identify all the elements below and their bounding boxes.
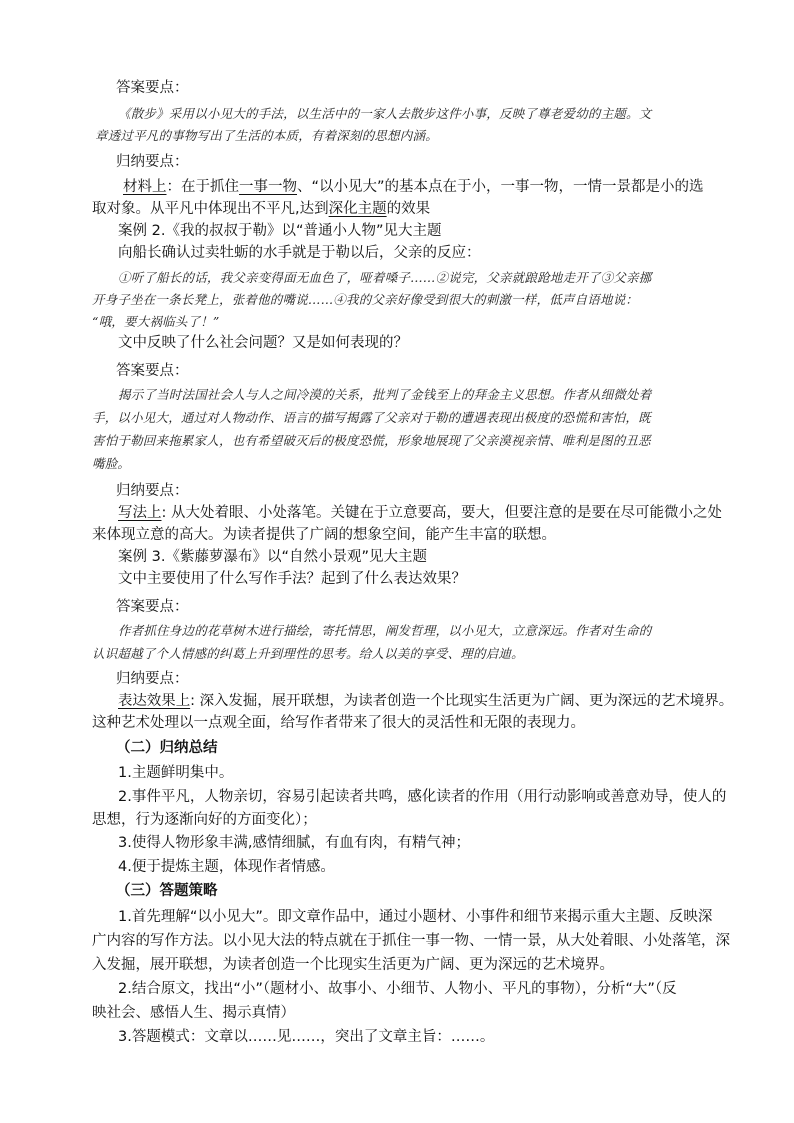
summary-text-part: : 从大处着眼、小处落笔。关键在于立意要高，要大，但要注意的是要在尽可能微小之处: [161, 505, 722, 521]
answer-text: 揭示了当时法国社会人与人之间冷漠的关系，批判了金钱至上的拜金主义思想。作者从细微处着: [118, 387, 652, 402]
list-item: 2.结合原文，找出“小”（题材小、故事小、小细节、人物小、平凡的事物），分析“大”（反: [118, 981, 677, 997]
keyword-underlined: 表达效果上: [118, 693, 191, 709]
summary-text: [123, 176, 704, 198]
quote-text: 开身子坐在一条长凳上，张着他的嘴说……④我的父亲好像受到很大的刺激一样，低声自语地说：: [92, 292, 639, 307]
list-item: 思想，行为逐渐向好的方面变化）；: [92, 812, 317, 828]
quote-text: ①听了船长的话，我父亲变得面无血色了，哑着嗓子……②说完，父亲就踉跄地走开了③父亲挪: [118, 270, 652, 285]
list-item: 入发掘，展开联想，为读者创造一个比现实生活更为广阔、更为深远的艺术境界。: [92, 957, 614, 973]
summary-text: [118, 690, 733, 712]
answer-text: 认识超越了个人情感的纠葛上升到理性的思考。给人以美的享受、理的启迪。: [92, 646, 524, 661]
answer-label: 答案要点：: [116, 80, 189, 96]
answer-text: 嘴脸。: [92, 456, 131, 471]
answer-label: 答案要点：: [116, 363, 189, 379]
summary-text: 这种艺术处理以一点观全面，给写作者带来了很大的灵活性和无限的表现力。: [92, 715, 585, 731]
list-item: 1.主题鲜明集中。: [118, 765, 234, 781]
summary-text-part: ：在于抓住: [166, 179, 239, 195]
summary-text: 来体现立意的高大。为读者提供了广阔的想象空间，能产生丰富的联想。: [92, 527, 556, 543]
summary-text-part: 取对象。从平凡中体现出不平凡,达到: [92, 201, 329, 217]
summary-label: 归纳要点：: [116, 154, 189, 170]
keyword-underlined: 写法上: [118, 505, 162, 521]
list-item: 1.首先理解“以小见大”。即文章作品中，通过小题材、小事件和细节来揭示重大主题、反映深: [118, 909, 713, 925]
case-intro: 向船长确认过卖牡蛎的水手就是于勒以后，父亲的反应：: [118, 245, 481, 261]
keyword-underlined: 一事一物: [239, 179, 297, 195]
list-item: 3.使得人物形象丰满,感情细腻，有血有肉，有精气神；: [118, 835, 470, 851]
answer-text: 章透过平凡的事物写出了生活的本质，有着深刻的思想内涵。: [95, 128, 438, 143]
answer-label: 答案要点：: [116, 599, 189, 615]
answer-text: 害怕于勒回来拖累家人，也有希望破灭后的极度恐慌，形象地展现了父亲漠视亲情、唯利是图的丑恶: [92, 433, 651, 448]
summary-text-part: 的效果: [386, 201, 431, 217]
section-heading: （三）答题策略: [116, 883, 218, 899]
section-heading: （二）归纳总结: [116, 740, 218, 756]
list-item: 4.便于提炼主题，体现作者情感。: [118, 859, 335, 875]
list-item: 映社会、感悟人生、揭示真情）: [92, 1005, 295, 1021]
summary-text: [118, 502, 722, 524]
question-text: 文中主要使用了什么写作手法？起到了什么表达效果？: [118, 571, 466, 587]
quote-text: “哦，要大祸临头了！”: [92, 314, 220, 329]
case-title: 案例 2.《我的叔叔于勒》以“普通小人物”见大主题: [118, 223, 442, 239]
list-item: 广内容的写作方法。以小见大法的特点就在于抓住一事一物、一情一景，从大处着眼、小处落笔，深: [92, 933, 730, 949]
keyword-underlined: 材料上: [123, 179, 167, 195]
summary-text-part: 、“以小见大”的基本点在于小，一事一物，一情一景都是小的选: [297, 179, 704, 195]
list-item: 3.答题模式：文章以……见……，突出了文章主旨：……。: [118, 1029, 495, 1045]
summary-text-part: : 深入发掘，展开联想，为读者创造一个比现实生活更为广阔、更为深远的艺术境界。: [190, 693, 734, 709]
question-text: 文中反映了什么社会问题？又是如何表现的？: [118, 335, 408, 351]
answer-text: 作者抓住身边的花草树木进行描绘，寄托情思，阐发哲理，以小见大，立意深远。作者对生命的: [118, 623, 652, 638]
list-item: 2.事件平凡，人物亲切，容易引起读者共鸣，感化读者的作用（用行动影响或善意劝导，使人的: [118, 789, 727, 805]
summary-text: [92, 198, 430, 220]
case-title: 案例 3.《紫藤萝瀑布》以“自然小景观”见大主题: [118, 549, 427, 565]
answer-text: 手，以小见大，通过对人物动作、语言的描写揭露了父亲对于勒的遭遇表现出极度的恐慌和害怕，既: [92, 410, 651, 425]
answer-text: 《散步》采用以小见大的手法，以生活中的一家人去散步这件小事，反映了尊老爱幼的主题。文: [118, 106, 652, 121]
summary-label: 归纳要点：: [116, 483, 189, 499]
summary-label: 归纳要点：: [116, 671, 189, 687]
keyword-underlined: 深化主题: [328, 201, 387, 217]
